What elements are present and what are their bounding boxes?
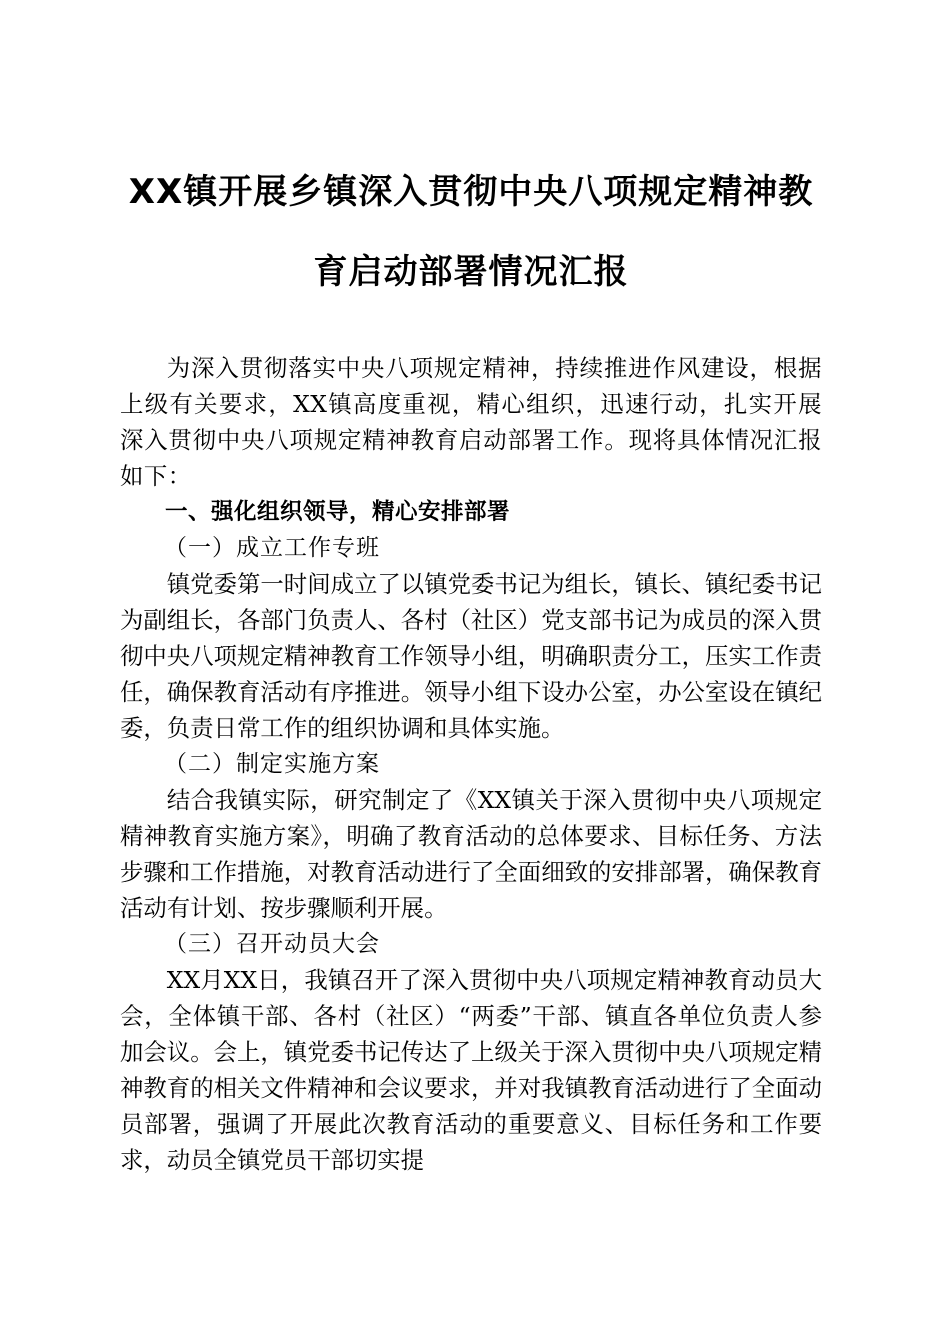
document-body bbox=[120, 350, 822, 1178]
document-page bbox=[120, 168, 822, 1178]
section-1-heading: 一、强化组织领导，精心安排部署 bbox=[165, 499, 511, 525]
subsection-1-heading: （一）成立工作专班 bbox=[164, 535, 380, 561]
subsection-2-heading: （二）制定实施方案 bbox=[164, 751, 380, 777]
intro-paragraph: 为深入贯彻落实中央八项规定精神，持续推进作风建设，根据上级有关要求，XX镇高度重视，精心组织，迅速行动，扎实开展深入贯彻中央八项规定精神教育启动部署工作。现将具体情况汇报如下： bbox=[120, 354, 822, 490]
subsection-1-paragraph: 镇党委第一时间成立了以镇党委书记为组长，镇长、镇纪委书记为副组长，各部门负责人、各村（社区）党支部书记为成员的深入贯彻中央八项规定精神教育工作领导小组，明确职责分工，压实工作责任，确保教育活动有序推进。领导小组下设办公室，办公室设在镇纪委，负责日常工作的组织协调和具体实施。 bbox=[120, 570, 822, 742]
subsection-2-paragraph: 结合我镇实际，研究制定了《XX镇关于深入贯彻中央八项规定精神教育实施方案》，明确了教育活动的总体要求、目标任务、方法步骤和工作措施，对教育活动进行了全面细致的安排部署，确保教育活动有计划、按步骤顺利开展。 bbox=[120, 786, 822, 922]
subsection-3-heading: （三）召开动员大会 bbox=[164, 931, 380, 957]
document-title bbox=[120, 168, 822, 296]
title-line-1: XX镇开展乡镇深入贯彻中央八项规定精神教 bbox=[128, 172, 814, 212]
subsection-3-paragraph: XX月XX日，我镇召开了深入贯彻中央八项规定精神教育动员大会，全体镇干部、各村（社区）“两委”干部、镇直各单位负责人参加会议。会上，镇党委书记传达了上级关于深入贯彻中央八项规定精神教育的相关文件精神和会议要求，并对我镇教育活动进行了全面动员部署，强调了开展此次教育活动的重要意义、目标任务和工作要求，动员全镇党员干部切实提 bbox=[120, 966, 822, 1174]
title-line-2: 育启动部署情况汇报 bbox=[313, 252, 629, 292]
